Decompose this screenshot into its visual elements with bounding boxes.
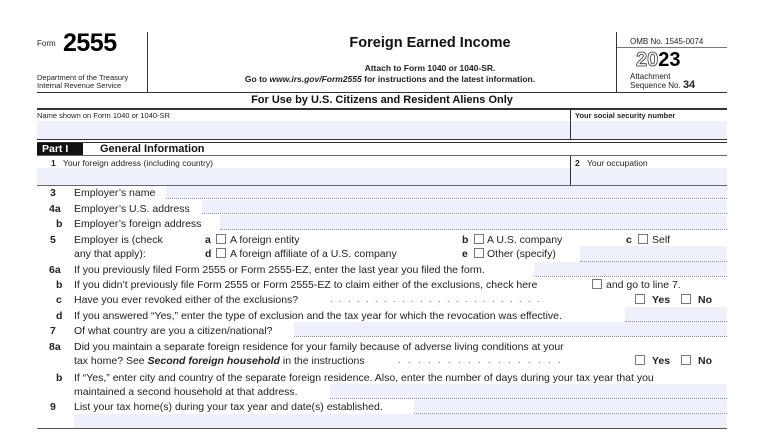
form-prefix: Form	[37, 39, 56, 48]
line5b-label: A U.S. company	[487, 234, 563, 246]
header-divider-right	[616, 32, 617, 92]
agency: Internal Revenue Service	[37, 81, 122, 90]
line5-label-1: Employer is (check	[74, 234, 163, 246]
sequence	[630, 80, 695, 91]
line8b-label-1: If “Yes,” enter city and country of the separate foreign residence. Also, enter the number of days during your tax year that you	[74, 372, 654, 384]
line9-num: 9	[50, 401, 56, 413]
line8a-num: 8a	[49, 341, 61, 353]
ssn-label: Your social security number	[575, 111, 676, 120]
form-title: Foreign Earned Income	[349, 35, 511, 51]
part1-title: General Information	[100, 143, 205, 155]
second-household-no-label: No	[698, 355, 712, 367]
revoked-no-checkbox[interactable]	[681, 294, 691, 304]
line6a-num: 6a	[49, 264, 61, 276]
citizenship-underline	[294, 336, 727, 337]
foreign-affiliate-checkbox[interactable]	[216, 248, 226, 258]
part1-bottom-rule	[37, 155, 727, 156]
line8b-label-2: maintained a second household at that address.	[74, 386, 298, 398]
foreign-address-field[interactable]	[37, 168, 570, 185]
line8a-label-1: Did you maintain a separate foreign residence for your family because of adverse living conditions at your	[74, 341, 564, 353]
line5d-letter: d	[205, 248, 212, 260]
sequence-number: 34	[682, 79, 696, 91]
line6c-num: c	[56, 294, 62, 306]
line5c-letter: c	[626, 234, 632, 246]
line6a-label: If you previously filed Form 2555 or Form 2555-EZ, enter the last year you filed the form.	[74, 264, 485, 276]
line8b-num: b	[56, 372, 63, 384]
last-year-filed-underline	[534, 276, 727, 277]
sequence-label: Sequence No.	[630, 81, 681, 90]
last-year-filed-field[interactable]	[534, 262, 727, 276]
line6d-label: If you answered “Yes,” enter the type of exclusion and the tax year for which the revocation was effective.	[74, 310, 562, 322]
line6d-num: d	[56, 310, 63, 322]
line5a-label: A foreign entity	[230, 234, 300, 246]
line5c-label: Self	[652, 234, 671, 246]
line6c-label: Have you ever revoked either of the exclusions?	[74, 294, 299, 306]
second-household-yes-label: Yes	[652, 355, 671, 367]
citizenship-field[interactable]	[294, 322, 727, 336]
employer-foreign-address-field[interactable]	[220, 215, 727, 229]
line5e-letter: e	[462, 248, 468, 260]
line5b-letter: b	[462, 234, 469, 246]
subtitle-rule	[37, 108, 727, 110]
employer-name-underline	[166, 198, 727, 199]
part1-badge	[37, 143, 83, 155]
tax-home-field[interactable]	[414, 399, 727, 413]
year-bold: 23	[658, 49, 681, 71]
tax-home-field-continued[interactable]	[74, 414, 727, 428]
line5-num: 5	[50, 234, 56, 246]
us-company-checkbox[interactable]	[474, 234, 484, 244]
tax-year	[636, 49, 681, 71]
line6b-num: b	[56, 279, 63, 291]
goto-suffix: for instructions and the latest information.	[361, 74, 536, 84]
revocation-field[interactable]	[625, 307, 727, 321]
line2-num: 2	[575, 158, 580, 168]
other-specify-field[interactable]	[580, 246, 727, 261]
second-household-ref: Second foreign household	[147, 355, 280, 367]
line2-label: Your occupation	[587, 158, 648, 168]
year-outline: 20	[636, 49, 659, 71]
line5-label-2: any that apply):	[74, 248, 146, 260]
attachment-label: Attachment	[630, 72, 671, 81]
line8a-label-2: tax home? See Second foreign household in the instructions	[74, 355, 365, 367]
goto-line	[160, 73, 620, 85]
line7-label: Of what country are you a citizen/national?	[74, 325, 273, 337]
header-rule	[37, 92, 727, 93]
goto-prefix: Go to	[244, 74, 270, 84]
name-field[interactable]	[37, 121, 570, 139]
revoked-yes-checkbox[interactable]	[635, 294, 645, 304]
header-divider-left	[147, 32, 148, 92]
line4a-num: 4a	[49, 203, 61, 215]
omb-number: OMB No. 1545-0074	[630, 37, 704, 46]
employer-us-address-underline	[202, 213, 727, 214]
irs-url-link[interactable]: www.irs.gov/Form2555	[269, 74, 362, 84]
omb-divider	[617, 47, 727, 48]
line4b-num: b	[56, 218, 63, 230]
occupation-field[interactable]	[571, 168, 727, 185]
form-number: 2555	[63, 29, 117, 57]
line9-label: List your tax home(s) during your tax year and date(s) established.	[74, 401, 383, 413]
not-previously-filed-checkbox[interactable]	[592, 279, 602, 289]
line4a-label: Employer’s U.S. address	[74, 203, 190, 215]
identity-rule	[37, 139, 727, 140]
employer-name-field[interactable]	[166, 186, 727, 198]
foreign-entity-checkbox[interactable]	[216, 234, 226, 244]
line6b-label: If you didn’t previously file Form 2555 or Form 2555-EZ to claim either of the exclusions, check here	[74, 279, 538, 291]
name-label: Name shown on Form 1040 or 1040-SR	[37, 111, 170, 120]
line6b-label-after: and go to line 7.	[606, 279, 681, 291]
self-checkbox[interactable]	[638, 234, 648, 244]
ssn-field[interactable]	[571, 121, 727, 139]
line5e-label: Other (specify)	[487, 248, 556, 260]
department: Department of the Treasury	[37, 73, 129, 82]
second-household-yes-checkbox[interactable]	[635, 355, 645, 365]
second-household-no-checkbox[interactable]	[681, 355, 691, 365]
revoked-yes-label: Yes	[652, 294, 671, 306]
line1-num: 1	[51, 158, 56, 168]
line8a-leader-dots: . . . . . . . . . . . . . . . . .	[398, 355, 564, 365]
employer-foreign-address-underline	[220, 229, 727, 230]
bottom-rule	[37, 428, 727, 429]
line5d-label: A foreign affiliate of a U.S. company	[230, 248, 397, 260]
line7-num: 7	[50, 325, 56, 337]
second-household-field[interactable]	[330, 384, 727, 398]
line5a-letter: a	[205, 234, 211, 246]
attach-line: Attach to Form 1040 or 1040-SR.	[364, 63, 496, 73]
line3-num: 3	[50, 187, 56, 199]
line4b-label: Employer’s foreign address	[74, 218, 202, 230]
line1-label: Your foreign address (including country)	[63, 158, 213, 168]
line3-label: Employer’s name	[74, 187, 156, 199]
revoked-no-label: No	[698, 294, 712, 306]
form-subtitle: For Use by U.S. Citizens and Resident Aliens Only	[251, 94, 513, 106]
line6c-leader-dots: . . . . . . . . . . . . . . . . . . . . . . . .	[330, 294, 542, 304]
employer-us-address-field[interactable]	[202, 200, 727, 213]
part1-badge-text: Part I	[42, 143, 69, 155]
other-checkbox[interactable]	[474, 248, 484, 258]
